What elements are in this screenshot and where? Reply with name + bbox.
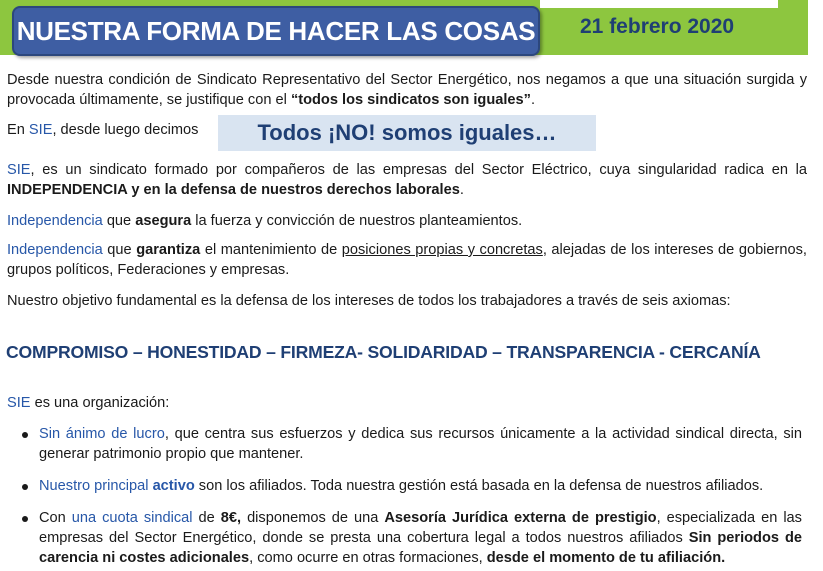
bullet-icon bbox=[22, 432, 28, 438]
bullet-icon bbox=[22, 484, 28, 490]
b3-bold4: desde el momento de tu afiliación. bbox=[486, 550, 726, 566]
features-list bbox=[22, 424, 802, 568]
b3-t1: Con bbox=[39, 510, 72, 526]
ind2-underline: posiciones propias y concretas bbox=[341, 242, 543, 258]
title-banner bbox=[12, 6, 540, 56]
list-item bbox=[22, 476, 802, 496]
b3-t2: de bbox=[192, 510, 221, 526]
sie-text: , es un sindicato formado por compañeros de las empresas del Sector Eléctrico, cuya singularidad radica en la bbox=[30, 162, 807, 178]
page-title: NUESTRA FORMA DE HACER LAS COSAS bbox=[16, 15, 536, 46]
independencia-paragraph-1 bbox=[7, 211, 807, 231]
b2-text: son los afiliados. Toda nuestra gestión está basada en la defensa de nuestros afiliados. bbox=[194, 478, 764, 494]
sie-bold: INDEPENDENCIA y en la defensa de nuestros derechos laborales bbox=[7, 182, 460, 198]
b2-blue: Nuestro principal bbox=[39, 478, 153, 494]
intro-text: Desde nuestra condición de Sindicato Representativo del Sector Energético, nos negamos a que una situación surgida y provocada últimamente, se justifique con el bbox=[7, 72, 807, 108]
bullet-icon bbox=[22, 516, 28, 522]
line2-post: , desde luego decimos bbox=[52, 122, 199, 138]
ind2-bold: garantiza bbox=[136, 242, 201, 258]
b1-text: , que centra sus esfuerzos y dedica sus recursos únicamente a la actividad sindical directa, sin generar patrimonio propio que mantener. bbox=[39, 426, 802, 462]
sie-label: SIE bbox=[28, 122, 53, 138]
intro-paragraph bbox=[7, 70, 807, 110]
sie-label: SIE bbox=[7, 162, 31, 178]
intro-end: . bbox=[530, 92, 536, 108]
date-label: 21 febrero 2020 bbox=[580, 15, 735, 38]
axioms-heading: COMPROMISO – HONESTIDAD – FIRMEZA- SOLIDARIDAD – TRANSPARENCIA - CERCANÍA bbox=[6, 342, 761, 362]
independencia-label: Independencia bbox=[7, 242, 103, 258]
b3-t5: , como ocurre en otras formaciones, bbox=[249, 550, 487, 566]
organization-paragraph bbox=[7, 393, 807, 413]
callout-text: Todos ¡NO! somos iguales… bbox=[257, 120, 557, 145]
intro-quote: “todos los sindicatos son iguales” bbox=[290, 92, 531, 108]
ind2-t2: el mantenimiento de bbox=[200, 242, 342, 258]
b3-bold1: 8€, bbox=[220, 510, 242, 526]
org-text: es una organización: bbox=[30, 395, 170, 411]
list-item bbox=[22, 508, 802, 568]
ind1-t1: que bbox=[102, 213, 136, 229]
b3-blue: una cuota sindical bbox=[71, 510, 193, 526]
b3-t3: disponemos de una bbox=[241, 510, 385, 526]
ind2-t1: que bbox=[102, 242, 137, 258]
line2-pre: En bbox=[7, 122, 29, 138]
b3-bold3: Sin periodos de carencia ni costes adicionales bbox=[39, 530, 802, 566]
callout-box bbox=[218, 115, 596, 151]
independencia-label: Independencia bbox=[7, 213, 103, 229]
ind1-bold: asegura bbox=[135, 213, 192, 229]
line-en-sie bbox=[7, 120, 217, 140]
header-topline bbox=[540, 0, 778, 8]
b1-blue: Sin ánimo de lucro bbox=[39, 426, 165, 442]
objective-paragraph: Nuestro objetivo fundamental es la defensa de los intereses de todos los trabajadores a través de seis axiomas: bbox=[7, 293, 731, 309]
independencia-paragraph-2 bbox=[7, 240, 807, 280]
b3-t4: , especializada en las empresas del Sector Energético, donde se presta una cobertura legal a todos nuestros afiliados bbox=[39, 510, 802, 546]
ind1-t2: la fuerza y convicción de nuestros planteamientos. bbox=[191, 213, 523, 229]
b2-blue-bold: activo bbox=[152, 478, 195, 494]
ind2-t3: , alejadas de los intereses de gobiernos, grupos políticos, Federaciones y empresas. bbox=[7, 242, 807, 278]
b3-bold2: Asesoría Jurídica externa de prestigio bbox=[384, 510, 657, 526]
sie-paragraph bbox=[7, 160, 807, 200]
list-item bbox=[22, 424, 802, 464]
sie-end: . bbox=[459, 182, 464, 198]
sie-label: SIE bbox=[7, 395, 31, 411]
